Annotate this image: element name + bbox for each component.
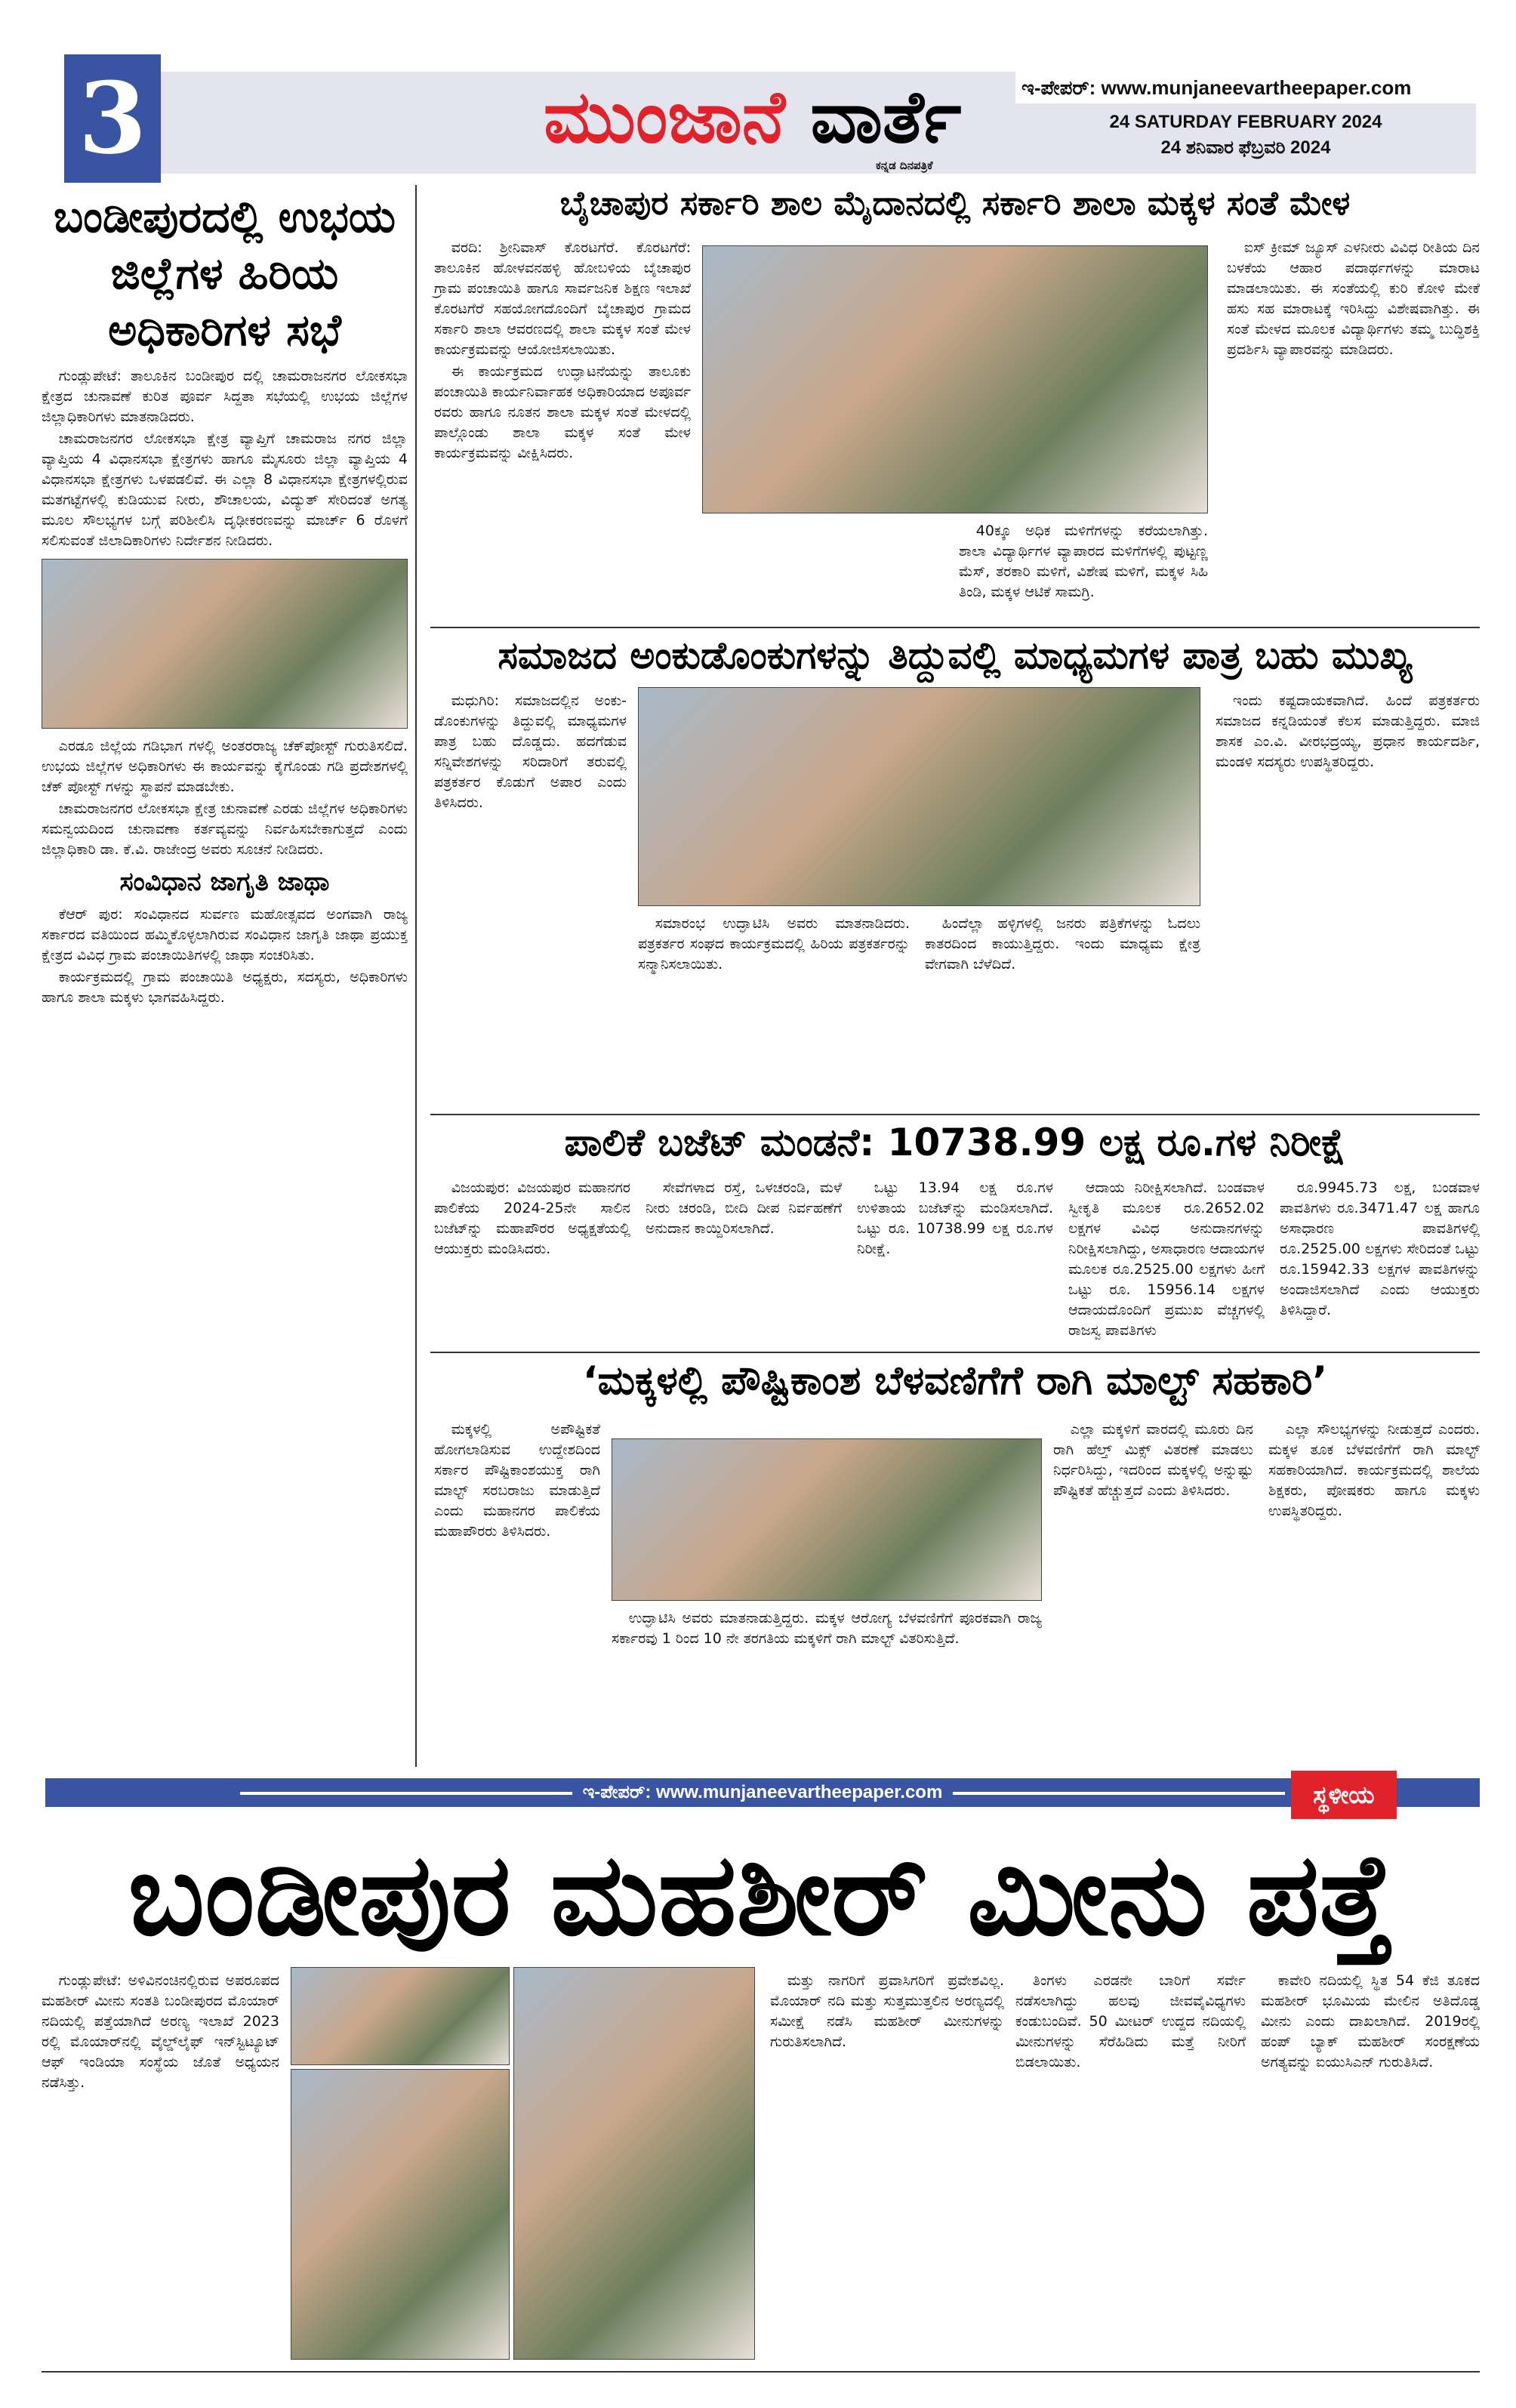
para: ವರದಿ: ಶ್ರೀನಿವಾಸ್ ಕೊರಟಗೆರೆ. ಕೊರಟಗೆರೆ: ತಾಲೂಕಿನ ಹೋಳವನಹಳ್ಳಿ ಹೋಬಳಿಯ ಬೈಚಾಪುರ ಗ್ರಾಮ ಪಂಚಾಯಿತಿ ಹಾಗೂ ಸಾರ್ವಜನಿಕ ಶಿಕ್ಷಣ ಇಲಾಖೆ ಕೊರಟಗೆರೆ ಸಹಯೋಗದೊಂದಿಗೆ ಬೈಚಾಪುರ ಗ್ರಾಮದ ಸರ್ಕಾರಿ ಶಾಲಾ ಆವರಣದಲ್ಲಿ ಶಾಲಾ ಮಕ್ಕಳ ಸಂತೆ ಮೇಳ ಕಾರ್ಯಕ್ರಮವನ್ನು ಆಯೋಜಿಸಲಾಯಿತು. <box>434 239 691 358</box>
tagline: ಕನ್ನಡ ದಿನಪತ್ರಿಕೆ <box>876 159 933 172</box>
article-a1-intro <box>42 366 408 551</box>
divider <box>430 1114 1480 1115</box>
article-a4-col4 <box>1068 1178 1265 1343</box>
masthead-logo <box>544 76 961 159</box>
para: ಎಲ್ಲಾ ಸೌಲಭ್ಯಗಳನ್ನು ನೀಡುತ್ತದೆ ಎಂದರು. ಮಕ್ಕಳ ತೂಕ ಬೆಳವಣಿಗೆಗೆ ರಾಗಿ ಮಾಲ್ಟ್ ಸಹಕಾರಿಯಾಗಿದೆ. ಕಾರ್ಯಕ್ರಮದಲ್ಲಿ ಶಾಲೆಯ ಶಿಕ್ಷಕರು, ಪೋಷಕರು ಹಾಗೂ ಮಕ್ಕಳು ಉಪಸ್ಥಿತರಿದ್ದರು. <box>1268 1421 1480 1519</box>
para: 40ಕ್ಕೂ ಅಧಿಕ ಮಳಿಗೆಗಳನ್ನು ಕರೆಯಲಾಗಿತ್ತು. ಶಾಲಾ ವಿದ್ಯಾರ್ಥಿಗಳ ವ್ಯಾಪಾರದ ಮಳಿಗೆಗಳಲ್ಲಿ ಪುಟ್ಟಣ್ಣ ಮೆಸ್, ತರಕಾರಿ ಮಳಿಗೆ, ವಿಶೇಷ ಮಳಿಗೆ, ಮಕ್ಕಳ ಸಿಹಿ ತಿಂಡಿ, ಮಕ್ಕಳ ಆಟಿಕೆ ಸಾಮಗ್ರಿ. <box>959 523 1208 600</box>
article-a3-col2 <box>638 914 910 976</box>
para: ವಿಜಯಪುರ: ವಿಜಯಪುರ ಮಹಾನಗರ ಪಾಲಿಕೆಯ 2024-25ನೇ ಸಾಲಿನ ಬಜೆಟ್‌ನ್ನು ಮಹಾಪೌರರ ಅಧ್ಯಕ್ಷತೆಯಲ್ಲಿ ಆಯುಕ್ತರು ಮಂಡಿಸಿದರು. <box>434 1179 630 1257</box>
school-fair-photo <box>702 245 1208 513</box>
bottom-rule <box>42 2371 1480 2373</box>
article-a7-col1 <box>42 1971 279 2095</box>
headline-a6: ಸಂವಿಧಾನ ಜಾಗೃತಿ ಜಾಥಾ <box>119 867 330 897</box>
band-rule <box>240 1792 572 1795</box>
headline-a3: ಸಮಾಜದ ಅಂಕುಡೊಂಕುಗಳನ್ನು ತಿದ್ದುವಲ್ಲಿ ಮಾಧ್ಯಮಗಳ ಪಾತ್ರ ಬಹು ಮುಖ್ಯ <box>498 634 1413 677</box>
epaper-link[interactable]: ಇ-ಪೇಪರ್: www.munjaneevartheepaper.com <box>1015 72 1476 103</box>
para: ಉದ್ಘಾಟಿಸಿ ಅವರು ಮಾತನಾಡುತ್ತಿದ್ದರು. ಮಕ್ಕಳ ಆರೋಗ್ಯ ಬೆಳವಣಿಗೆಗೆ ಪೂರಕವಾಗಿ ರಾಜ್ಯ ಸರ್ಕಾರವು 1 ರಿಂದ 10 ನೇ ತರಗತಿಯ ಮಕ್ಕಳಿಗೆ ರಾಗಿ ಮಾಲ್ಟ್ ವಿತರಿಸುತ್ತಿದೆ. <box>612 1610 1042 1647</box>
section-label-badge: ಸ್ಥಳೀಯ <box>1291 1771 1397 1819</box>
headline-a7: ಬಂಡೀಪುರ ಮಹಶೀರ್ ಮೀನು ಪತ್ತೆ <box>128 1830 1394 1961</box>
para: ರೂ.9945.73 ಲಕ್ಷ, ಬಂಡವಾಳ ಪಾವತಿಗಳು ರೂ.3471.47 ಲಕ್ಷ ಹಾಗೂ ಅಸಾಧಾರಣ ಪಾವತಿಗಳಲ್ಲಿ ರೂ.2525.00 ಲಕ್ಷಗಳು ಸೇರಿದಂತೆ ಒಟ್ಟು ರೂ.15942.33 ಲಕ್ಷಗಳ ಪಾವತಿಗಳನ್ನು ಅಂದಾಜಿಸಲಾಗಿದೆ ಎಂದು ಆಯುಕ್ತರು ತಿಳಿಸಿದ್ದಾರೆ. <box>1280 1179 1480 1318</box>
media-event-photo <box>638 687 1200 906</box>
para: ಗುಂಡ್ಲುಪೇಟೆ: ತಾಲೂಕಿನ ಬಂಡೀಪುರ ದಲ್ಲಿ ಚಾಮರಾಜನಗರ ಲೋಕಸಭಾ ಕ್ಷೇತ್ರದ ಚುನಾವಣೆ ಕುರಿತ ಪೂರ್ವ ಸಿದ್ದತಾ ಸಭೆಯಲ್ಲಿ ಉಭಯ ಜಿಲ್ಲೆಗಳ ಜಿಲ್ಲಾಧಿಕಾರಿಗಳು ಮಾತನಾಡಿದರು. <box>42 368 408 425</box>
para: ಐಸ್ ಕ್ರೀಮ್ ಜ್ಯೂಸ್ ಎಳನೀರು ವಿವಿಧ ರೀತಿಯ ದಿನ ಬಳಕೆಯ ಆಹಾರ ಪದಾರ್ಥಗಳನ್ನು ಮಾರಾಟ ಮಾಡಲಾಯಿತು. ಈ ಸಂತೆಯಲ್ಲಿ ಕುರಿ ಕೋಳಿ ಮೇಕೆ ಹಸು ಸಹ ಮಾರಾಟಕ್ಕೆ ಇರಿಸಿದ್ದು ವಿಶೇಷವಾಗಿತ್ತು. ಈ ಸಂತೆ ಮೇಳದ ಮೂಲಕ ವಿದ್ಯಾರ್ಥಿಗಳು ತಮ್ಮ ಬುದ್ಧಿಶಕ್ತಿ ಪ್ರದರ್ಶಿಸಿ ವ್ಯಾಪಾರವನ್ನು ಮಾಡಿದರು. <box>1227 239 1480 358</box>
para: ಮಧುಗಿರಿ: ಸಮಾಜದಲ್ಲಿನ ಅಂಕು-ಡೊಂಕುಗಳನ್ನು ತಿದ್ದುವಲ್ಲಿ ಮಾಧ್ಯಮಗಳ ಪಾತ್ರ ಬಹು ದೊಡ್ಡದು. ಹದಗೆಡುವ ಸನ್ನಿವೇಶಗಳನ್ನು ಸರಿದಾರಿಗೆ ತರುವಲ್ಲಿ ಪತ್ರಕರ್ತರ ಕೊಡುಗೆ ಅಪಾರ ಎಂದು ತಿಳಿಸಿದರು. <box>434 692 627 811</box>
para: ಚಾಮರಾಜನಗರ ಲೋಕಸಭಾ ಕ್ಷೇತ್ರ ವ್ಯಾಪ್ತಿಗೆ ಚಾಮರಾಜ ನಗರ ಜಿಲ್ಲಾ ವ್ಯಾಪ್ತಿಯ 4 ವಿಧಾನಸಭಾ ಕ್ಷೇತ್ರಗಳು ಹಾಗೂ ಮೈಸೂರು ಜಿಲ್ಲಾ ವ್ಯಾಪ್ತಿಯ 4 ವಿಧಾನಸಭಾ ಕ್ಷೇತ್ರಗಳು ಒಳಪಡಲಿವೆ. ಈ ಎಲ್ಲಾ 8 ವಿಧಾನಸಭಾ ಕ್ಷೇತ್ರಗಳಲ್ಲಿರುವ ಮತಗಟ್ಟೆಗಳಲ್ಲಿ ಕುಡಿಯುವ ನೀರು, ಶೌಚಾಲಯ, ವಿದ್ಯುತ್ ಸೇರಿದಂತೆ ಅಗತ್ಯ ಮೂಲ ಸೌಲಭ್ಯಗಳ ಬಗ್ಗೆ ಪರಿಶೀಲಿಸಿ ದೃಢೀಕರಣವನ್ನು ಮಾರ್ಚ್ 6 ರೊಳಗೆ ಸಲಿಸುವಂತೆ ಜಿಲಾದಿಕಾರಿಗಳು ನಿರ್ದೇಶನ ನೀಡಿದರು. <box>42 430 408 549</box>
article-a5-col2 <box>612 1608 1042 1651</box>
mahseer-fish-photo <box>291 1967 510 2065</box>
river-photo <box>513 1967 755 2360</box>
divider <box>430 1352 1480 1353</box>
page-number: 3 <box>64 54 161 183</box>
article-a5-col4 <box>1268 1420 1480 1523</box>
headline-a4: ಪಾಲಿಕೆ ಬಜೆಟ್ ಮಂಡನೆ: 10738.99 ಲಕ್ಷ ರೂ.ಗಳ ನಿರೀಕ್ಷೆ <box>564 1121 1346 1164</box>
para: ಮತ್ತು ನಾಗರಿಗೆ ಪ್ರವಾಸಿಗರಿಗೆ ಪ್ರವೇಶವಿಲ್ಲ. ಮೊಯಾರ್ ನದಿ ಮತ್ತು ಸುತ್ತಮುತ್ತಲಿನ ಅರಣ್ಯದಲ್ಲಿ ಸಮೀಕ್ಷೆ ನಡೆಸಿ ಮಹಶೀರ್ ಮೀನುಗಳನ್ನು ಗುರುತಿಸಲಾಗಿದೆ. <box>770 1972 1004 2050</box>
meeting-photo <box>42 559 408 729</box>
article-a7-col4 <box>1261 1971 1480 2074</box>
article-a2-col3 <box>959 521 1208 604</box>
column-divider <box>415 185 417 1767</box>
article-a4-col1 <box>434 1178 630 1261</box>
para: ಎಲ್ಲಾ ಮಕ್ಕಳಿಗೆ ವಾರದಲ್ಲಿ ಮೂರು ದಿನ ರಾಗಿ ಹೆಲ್ತ್ ಮಿಕ್ಸ್ ವಿತರಣೆ ಮಾಡಲು ನಿರ್ಧರಿಸಿದ್ದು, ಇದರಿಂದ ಮಕ್ಕಳಲ್ಲಿ ಅನ್ನುಷ್ಟು ಪೌಷ್ಟಿಕತೆ ಹೆಚ್ಚುತ್ತದೆ ಎಂದು ತಿಳಿಸಿದರು. <box>1053 1421 1253 1499</box>
date-block <box>1087 109 1404 161</box>
para: ಆದಾಯ ನಿರೀಕ್ಷಿಸಲಾಗಿದೆ. ಬಂಡವಾಳ ಸ್ವೀಕೃತಿ ಮೂಲಕ ರೂ.2652.02 ಲಕ್ಷಗಳ ವಿವಿಧ ಅನುದಾನಗಳನ್ನು ನಿರೀಕ್ಷಿಸಲಾಗಿದ್ದು, ಅಸಾಧಾರಣ ಆದಾಯಗಳ ಮೂಲಕ ರೂ.2525.00 ಲಕ್ಷಗಳು ಹೀಗೆ ಒಟ್ಟು ರೂ. 15956.14 ಲಕ್ಷಗಳ ಆದಾಯದೊಂದಿಗೆ ಪ್ರಮುಖ ವೆಚ್ಚಗಳಲ್ಲಿ ರಾಜಸ್ವ ಪಾವತಿಗಳು <box>1068 1179 1265 1339</box>
article-a4-col2 <box>646 1178 842 1241</box>
headline-a2: ಬೈಚಾಪುರ ಸರ್ಕಾರಿ ಶಾಲ ಮೈದಾನದಲ್ಲಿ ಸರ್ಕಾರಿ ಶಾಲಾ ಮಕ್ಕಳ ಸಂತೆ ಮೇಳ <box>559 184 1351 223</box>
band-epaper-link[interactable]: ಇ-ಪೇಪರ್: www.munjaneevartheepaper.com <box>582 1782 943 1802</box>
band-rule <box>953 1792 1285 1795</box>
divider <box>430 627 1480 628</box>
para: ಈ ಕಾರ್ಯಕ್ರಮದ ಉದ್ಘಾಟನೆಯನ್ನು ತಾಲೂಕು ಪಂಚಾಯಿತಿ ಕಾರ್ಯನಿರ್ವಾಹಕ ಅಧಿಕಾರಿಯಾದ ಅಪೂರ್ವ ರವರು ಹಾಗೂ ನೂತನ ಶಾಲಾ ಮಕ್ಕಳ ಸಂತೆ ಮೇಳದಲ್ಲಿ ಪಾಲ್ಗೊಂಡು ಶಾಲಾ ಮಕ್ಕಳ ಸಂತೆ ಮೇಳ ಕಾರ್ಯಕ್ರಮವನ್ನು ವೀಕ್ಷಿಸಿದರು. <box>434 363 691 461</box>
para: ಮಕ್ಕಳಲ್ಲಿ ಅಪೌಷ್ಟಿಕತೆ ಹೋಗಲಾಡಿಸುವ ಉದ್ದೇಶದಿಂದ ಸರ್ಕಾರ ಪೌಷ್ಟಿಕಾಂಶಯುಕ್ತ ರಾಗಿ ಮಾಲ್ಟ್ ಸರಬರಾಜು ಮಾಡುತ್ತಿದೆ ಎಂದು ಮಹಾನಗರ ಪಾಲಿಕೆಯ ಮಹಾಪೌರರು ತಿಳಿಸಿದರು. <box>434 1421 600 1540</box>
logo-black: ವಾರ್ತೆ <box>810 75 962 159</box>
date-en: 24 SATURDAY FEBRUARY 2024 <box>1109 112 1382 132</box>
article-a2-col1 <box>434 238 691 465</box>
article-a3-col3 <box>925 914 1200 976</box>
para: ಇಂದು ಕಷ್ಟದಾಯಕವಾಗಿದೆ. ಹಿಂದೆ ಪತ್ರಕರ್ತರು ಸಮಾಜದ ಕನ್ನಡಿಯಂತೆ ಕೆಲಸ ಮಾಡುತ್ತಿದ್ದರು. ಮಾಜಿ ಶಾಸಕ ಎಂ.ವಿ. ವೀರಭದ್ರಯ್ಯ, ಪ್ರಧಾನ ಕಾರ್ಯದರ್ಶಿ, ಮಂಡಳಿ ಸದಸ್ಯರು ಉಪಸ್ಥಿತರಿದ್ದರು. <box>1216 692 1480 770</box>
article-a6 <box>42 905 408 1008</box>
para: ಒಟ್ಟು 13.94 ಲಕ್ಷ ರೂ.ಗಳ ಉಳಿತಾಯ ಬಜೆಟ್‌ನ್ನು ಮಂಡಿಸಲಾಗಿದೆ. ಒಟ್ಟು ರೂ. 10738.99 ಲಕ್ಷ ರೂ.ಗಳ ನಿರೀಕ್ಷೆ. <box>857 1179 1053 1257</box>
article-a2-col4 <box>1227 238 1480 362</box>
article-a5-col1 <box>434 1420 600 1543</box>
para: ಕೆಆರ್ ಪುರ: ಸಂವಿಧಾನದ ಸುರ್ವಣ ಮಹೋತ್ಸವದ ಅಂಗವಾಗಿ ರಾಜ್ಯ ಸರ್ಕಾರದ ವತಿಯಿಂದ ಹಮ್ಮಿಕೊಳ್ಳಲಾಗಿರುವ ಸಂವಿಧಾನ ಜಾಗೃತಿ ಜಾಥಾ ಪ್ರಯುಕ್ತ ಕ್ಷೇತ್ರದ ವಿವಿಧ ಗ್ರಾಮ ಪಂಚಾಯಿತಿಗಳಲ್ಲಿ ಜಾಥಾ ಸಂಚರಿಸಿತು. <box>42 906 408 964</box>
para: ಚಾಮರಾಜನಗರ ಲೋಕಸಭಾ ಕ್ಷೇತ್ರ ಚುನಾವಣೆ ಎರಡು ಜಿಲ್ಲೆಗಳ ಅಧಿಕಾರಿಗಳು ಸಮನ್ವಯದಿಂದ ಚುನಾವಣಾ ಕರ್ತವ್ಯವನ್ನು ನಿರ್ವಹಿಸಬೇಕಾಗುತ್ತದೆ ಎಂದು ಜಿಲ್ಲಾಧಿಕಾರಿ ಡಾ. ಕೆ.ವಿ. ರಾಜೇಂದ್ರ ಅವರು ಸೂಚನೆ ನೀಡಿದರು. <box>42 800 408 858</box>
headline-a5: ‘ಮಕ್ಕಳಲ್ಲಿ ಪೌಷ್ಟಿಕಾಂಶ ಬೆಳವಣಿಗೆಗೆ ರಾಗಿ ಮಾಲ್ಟ್ ಸಹಕಾರಿ’ <box>582 1358 1328 1404</box>
section-band <box>45 1778 1480 1807</box>
article-a3-col4 <box>1216 691 1480 774</box>
article-a4-col3 <box>857 1178 1053 1261</box>
article-a4-col5 <box>1280 1178 1480 1322</box>
para: ಕಾರ್ಯಕ್ರಮದಲ್ಲಿ ಗ್ರಾಮ ಪಂಚಾಯಿತಿ ಅಧ್ಯಕ್ಷರು, ಸದಸ್ಯರು, ಅಧಿಕಾರಿಗಳು ಹಾಗೂ ಶಾಲಾ ಮಕ್ಕಳು ಭಾಗವಹಿಸಿದ್ದರು. <box>42 969 408 1007</box>
survey-team-photo <box>291 2069 510 2360</box>
para: ಎರಡೂ ಜಿಲ್ಲೆಯ ಗಡಿಭಾಗ ಗಳಲ್ಲಿ ಅಂತರರಾಜ್ಯ ಚೆಕ್‌ಪೋಸ್ಟ್ ಗುರುತಿಸಲಿದೆ. ಉಭಯ ಜಿಲ್ಲೆಗಳ ಅಧಿಕಾರಿಗಳು ಈ ಕಾರ್ಯವನ್ನು ಕೈಗೊಂಡು ಗಡಿ ಪ್ರದೇಶಗಳಲ್ಲಿ ಚೆಕ್ ಪೋಸ್ಟ್ ಗಳನ್ನು ಸ್ಥಾಪನೆ ಮಾಡಬೇಕು. <box>42 738 408 795</box>
article-a7-col2 <box>770 1971 1004 2054</box>
left-column <box>42 189 408 1016</box>
ragi-malt-photo <box>612 1438 1042 1601</box>
para: ಕಾವೇರಿ ನದಿಯಲ್ಲಿ ಸ್ಥಿತ 54 ಕೆಜಿ ತೂಕದ ಮಹಶೀರ್ ಭೂಮಿಯ ಮೇಲಿನ ಅತಿದೊಡ್ಡ ಮೀನು ಎಂದು ದಾಖಲಾಗಿದೆ. 2019ರಲ್ಲಿ ಹಂಪ್ ಬ್ಯಾಕ್ ಮಹಶೀರ್ ಸಂರಕ್ಷಣೆಯ ಅಗತ್ಯವನ್ನು ಐಯುಸಿಎನ್ ಗುರುತಿಸಿದೆ. <box>1261 1972 1480 2070</box>
article-a7-col3 <box>1015 1971 1246 2074</box>
logo-red: ಮುಂಜಾನೆ <box>544 75 785 159</box>
para: ಸಮಾರಂಭ ಉದ್ಘಾಟಿಸಿ ಅವರು ಮಾತನಾಡಿದರು. ಪತ್ರಕರ್ತರ ಸಂಘದ ಕಾರ್ಯಕ್ರಮದಲ್ಲಿ ಹಿರಿಯ ಪತ್ರಕರ್ತರನ್ನು ಸನ್ಮಾನಿಸಲಾಯಿತು. <box>638 915 910 973</box>
article-a3-col1 <box>434 691 627 815</box>
para: ಗುಂಡ್ಲುಪೇಟೆ: ಅಳಿವಿನಂಚಿನಲ್ಲಿರುವ ಅಪರೂಪದ ಮಹಶೀರ್ ಮೀನು ಸಂತತಿ ಬಂಡೀಪುರದ ಮೊಯಾರ್ ನದಿಯಲ್ಲಿ ಪತ್ತೆಯಾಗಿದೆ ಅರಣ್ಯ ಇಲಾಖೆ 2023 ರಲ್ಲಿ ಮೊಯಾರ್‌ನಲ್ಲಿ ವೈಲ್ಡ್‌ಲೈಫ್ ಇನ್‌ಸ್ಟಿಟ್ಯೂಟ್ ಆಫ್ ಇಂಡಿಯಾ ಸಂಸ್ಥೆಯ ಜೊತೆ ಅಧ್ಯಯನ ನಡೆಸಿತ್ತು. <box>42 1972 279 2091</box>
para: ತಿಂಗಳು ಎರಡನೇ ಬಾರಿಗೆ ಸರ್ವೇ ನಡೆಸಲಾಗಿದ್ದು ಹಲವು ಜೀವವೈವಿಧ್ಯಗಳು ಕಂಡುಬಂದಿವೆ. 50 ಮೀಟರ್ ಉದ್ದದ ನದಿಯಲ್ಲಿ ಮೀನುಗಳನ್ನು ಸೆರೆಹಿಡಿದು ಮತ್ತೆ ನೀರಿಗೆ ಬಿಡಲಾಯಿತು. <box>1015 1972 1246 2070</box>
para: ಸೇವೆಗಳಾದ ರಸ್ತೆ, ಒಳಚರಂಡಿ, ಮಳೆ ನೀರು ಚರಂಡಿ, ಬೀದಿ ದೀಪ ನಿರ್ವಹಣೆಗೆ ಅನುದಾನ ಕಾಯ್ದಿರಿಸಲಾಗಿದೆ. <box>646 1179 842 1237</box>
article-a1-body <box>42 736 408 860</box>
article-a5-col3 <box>1053 1420 1253 1503</box>
date-kn: 24 ಶನಿವಾರ ಫೆಬ್ರವರಿ 2024 <box>1160 137 1331 158</box>
para: ಹಿಂದೆಲ್ಲಾ ಹಳ್ಳಿಗಳಲ್ಲಿ ಜನರು ಪತ್ರಿಕೆಗಳನ್ನು ಓದಲು ಕಾತರದಿಂದ ಕಾಯುತ್ತಿದ್ದರು. ಇಂದು ಮಾಧ್ಯಮ ಕ್ಷೇತ್ರ ವೇಗವಾಗಿ ಬೆಳೆದಿದೆ. <box>925 915 1200 973</box>
headline-a1: ಬಂಡೀಪುರದಲ್ಲಿ ಉಭಯ ಜಿಲ್ಲೆಗಳ ಹಿರಿಯ ಅಧಿಕಾರಿಗಳ ಸಭೆ <box>53 191 396 356</box>
